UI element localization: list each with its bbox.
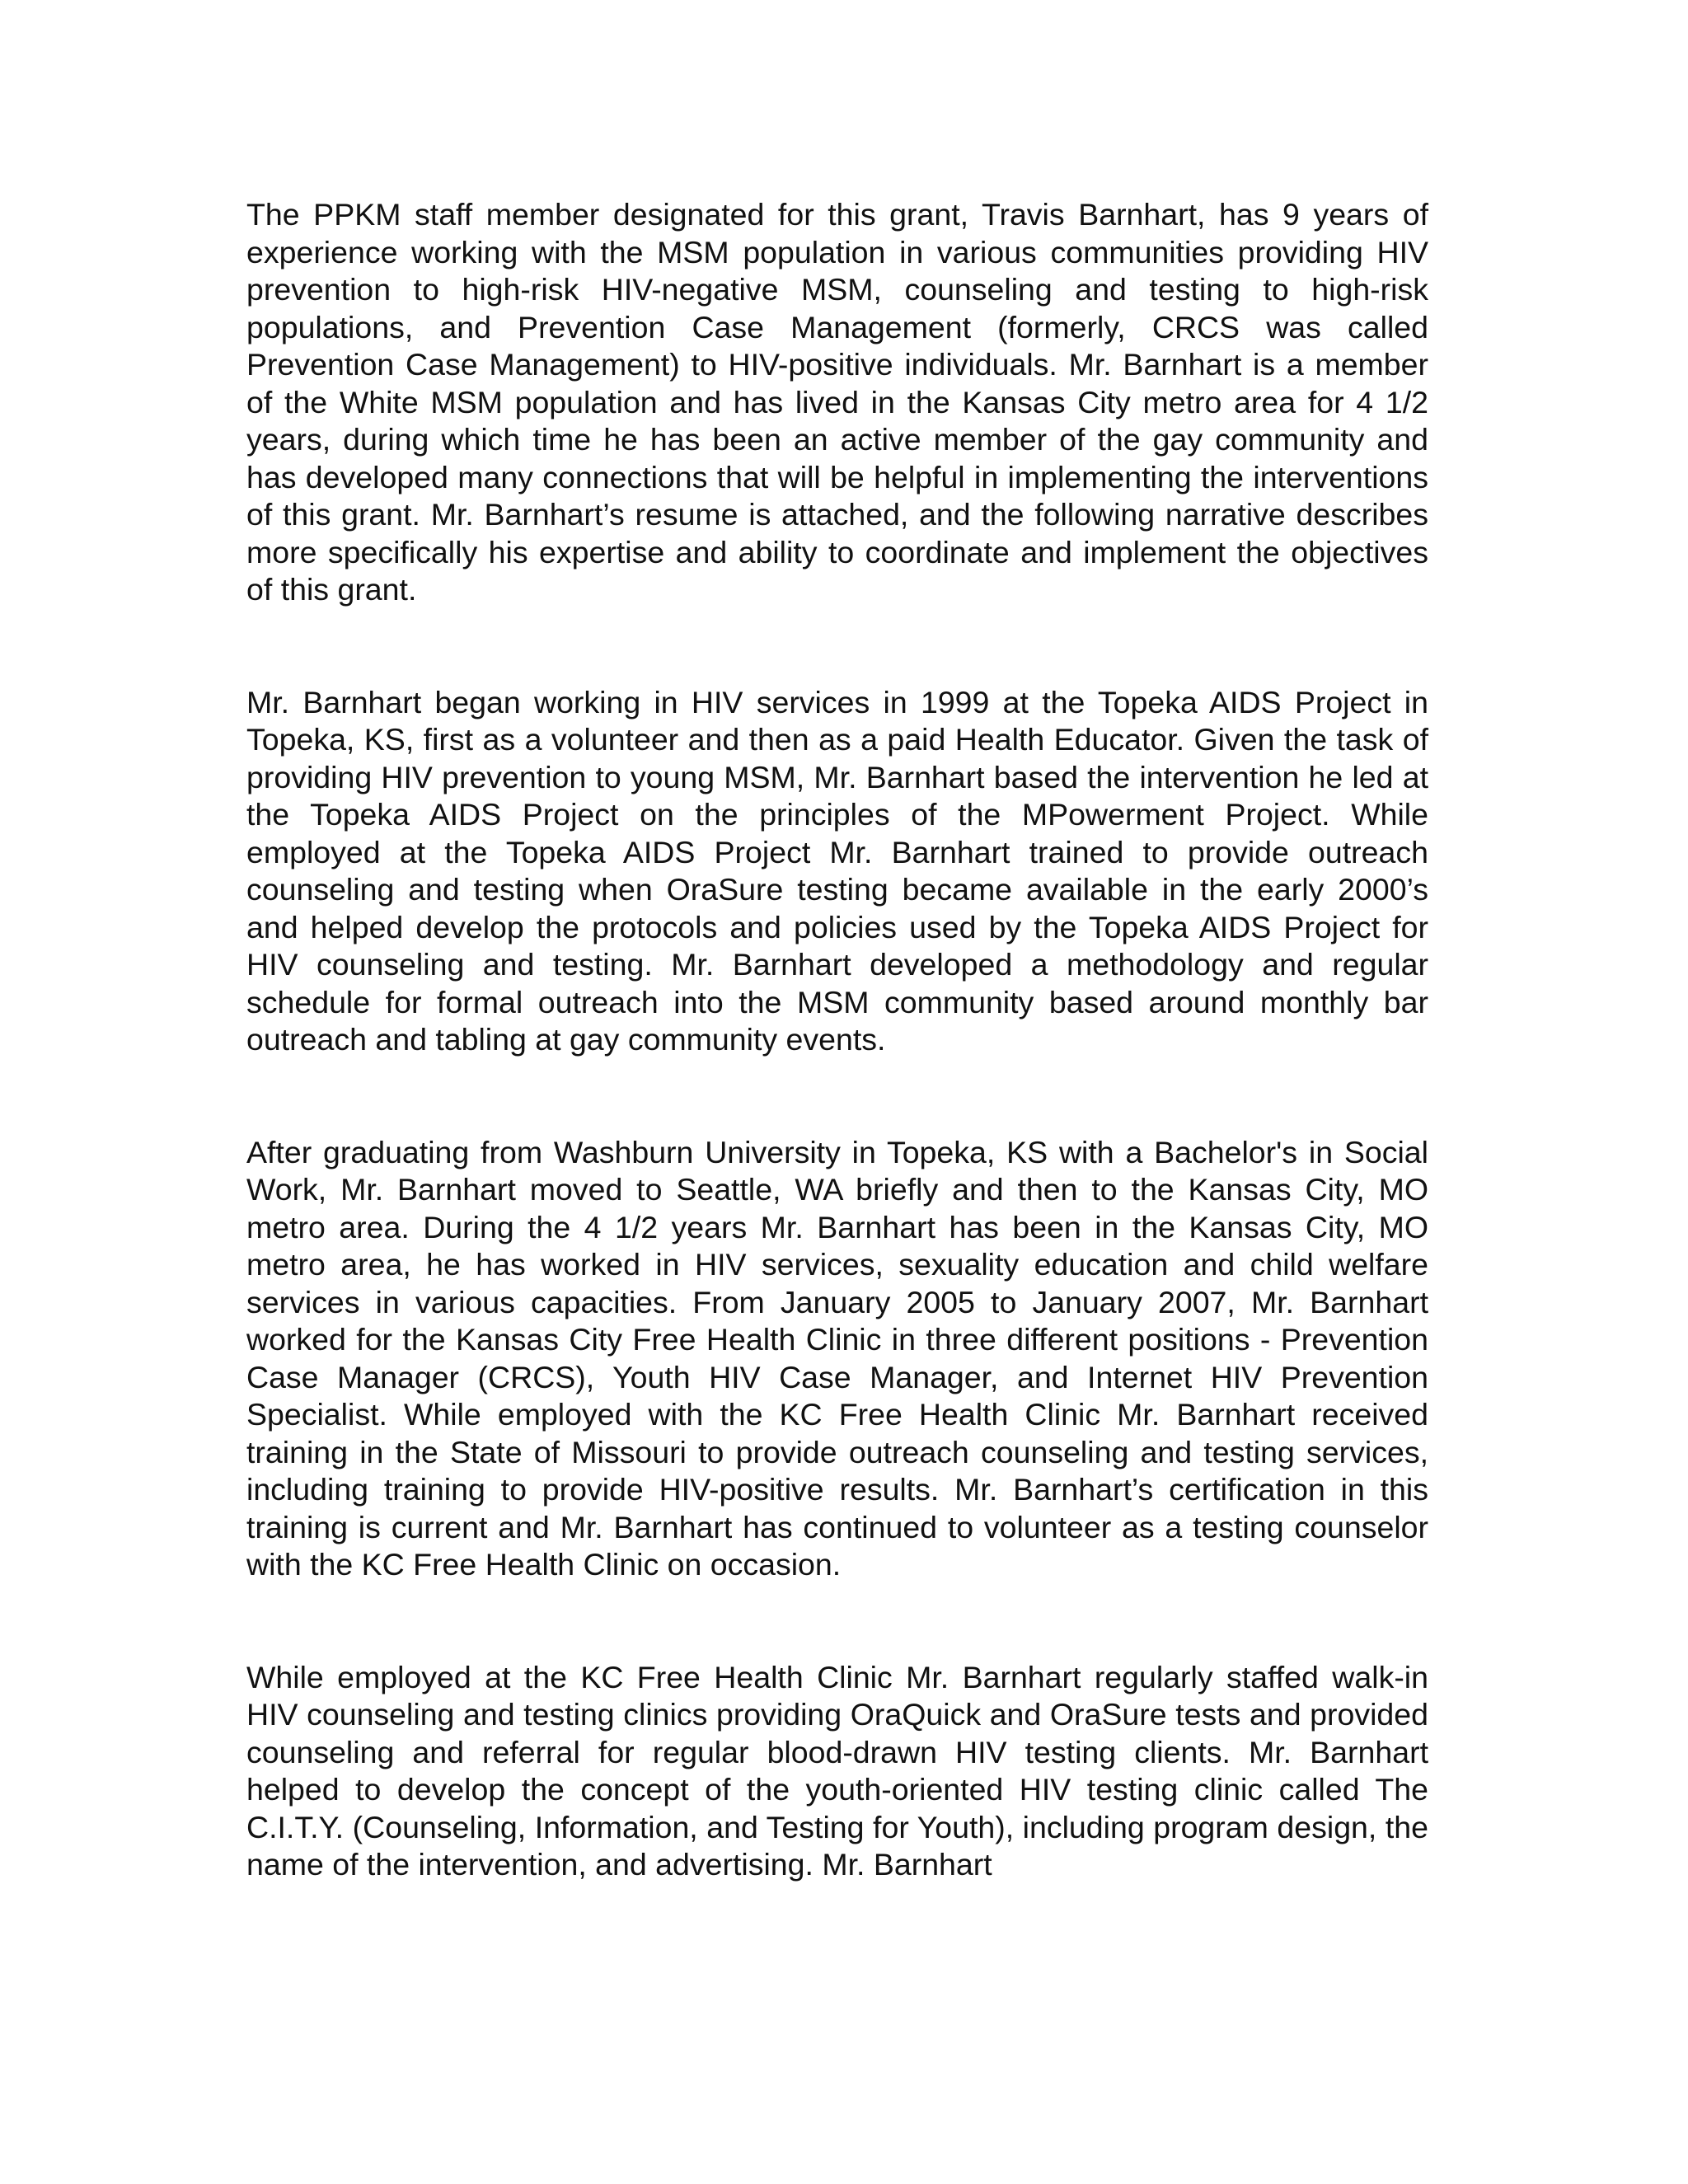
paragraph-staff-experience: The PPKM staff member designated for this grant, Travis Barnhart, has 9 years of experience working with the MSM population in various communities providing HIV prevention to high-risk HIV-negative MSM, counseling and testing to high-risk populations, and Prevention Case Management (formerly, CRCS was called Prevention Case Management) to HIV-positive individuals. Mr. Barnhart is a member of the White MSM population and has lived in the Kansas City metro area for 4 1/2 years, during which time he has been an active member of the gay community and has developed many connections that will be helpful in implementing the interventions of this grant. Mr. Barnhart’s resume is attached, and the following narrative describes more specifically his expertise and ability to coordinate and implement the objectives of this grant. bbox=[246, 197, 1428, 607]
paragraph-topeka-aids-project: Mr. Barnhart began working in HIV services in 1999 at the Topeka AIDS Project in Topeka, KS, first as a volunteer and then as a paid Health Educator. Given the task of providing HIV prevention to young MSM, Mr. Barnhart based the intervention he led at the Topeka AIDS Project on the principles of the MPowerment Project. While employed at the Topeka AIDS Project Mr. Barnhart trained to provide outreach counseling and testing when OraSure testing became available in the early 2000’s and helped develop the protocols and policies used by the Topeka AIDS Project for HIV counseling and testing. Mr. Barnhart developed a methodology and regular schedule for formal outreach into the MSM community based around monthly bar outreach and tabling at gay community events. bbox=[246, 684, 1428, 1057]
document-body bbox=[246, 196, 1428, 1884]
paragraph-kansas-city-career: After graduating from Washburn University in Topeka, KS with a Bachelor's in Social Work, Mr. Barnhart moved to Seattle, WA briefly and then to the Kansas City, MO metro area. During the 4 1/2 years Mr. Barnhart has been in the Kansas City, MO metro area, he has worked in HIV services, sexuality education and child welfare services in various capacities. From January 2005 to January 2007, Mr. Barnhart worked for the Kansas City Free Health Clinic in three different positions - Prevention Case Manager (CRCS), Youth HIV Case Manager, and Internet HIV Prevention Specialist. While employed with the KC Free Health Clinic Mr. Barnhart received training in the State of Missouri to provide outreach counseling and testing services, including training to provide HIV-positive results. Mr. Barnhart’s certification in this training is current and Mr. Barnhart has continued to volunteer as a testing counselor with the KC Free Health Clinic on occasion. bbox=[246, 1134, 1428, 1582]
paragraph-free-health-clinic: While employed at the KC Free Health Clinic Mr. Barnhart regularly staffed walk-in HIV counseling and testing clinics providing OraQuick and OraSure tests and provided counseling and referral for regular blood-drawn HIV testing clients. Mr. Barnhart helped to develop the concept of the youth-oriented HIV testing clinic called The C.I.T.Y. (Counseling, Information, and Testing for Youth), including program design, the name of the intervention, and advertising. Mr. Barnhart bbox=[246, 1659, 1428, 1882]
